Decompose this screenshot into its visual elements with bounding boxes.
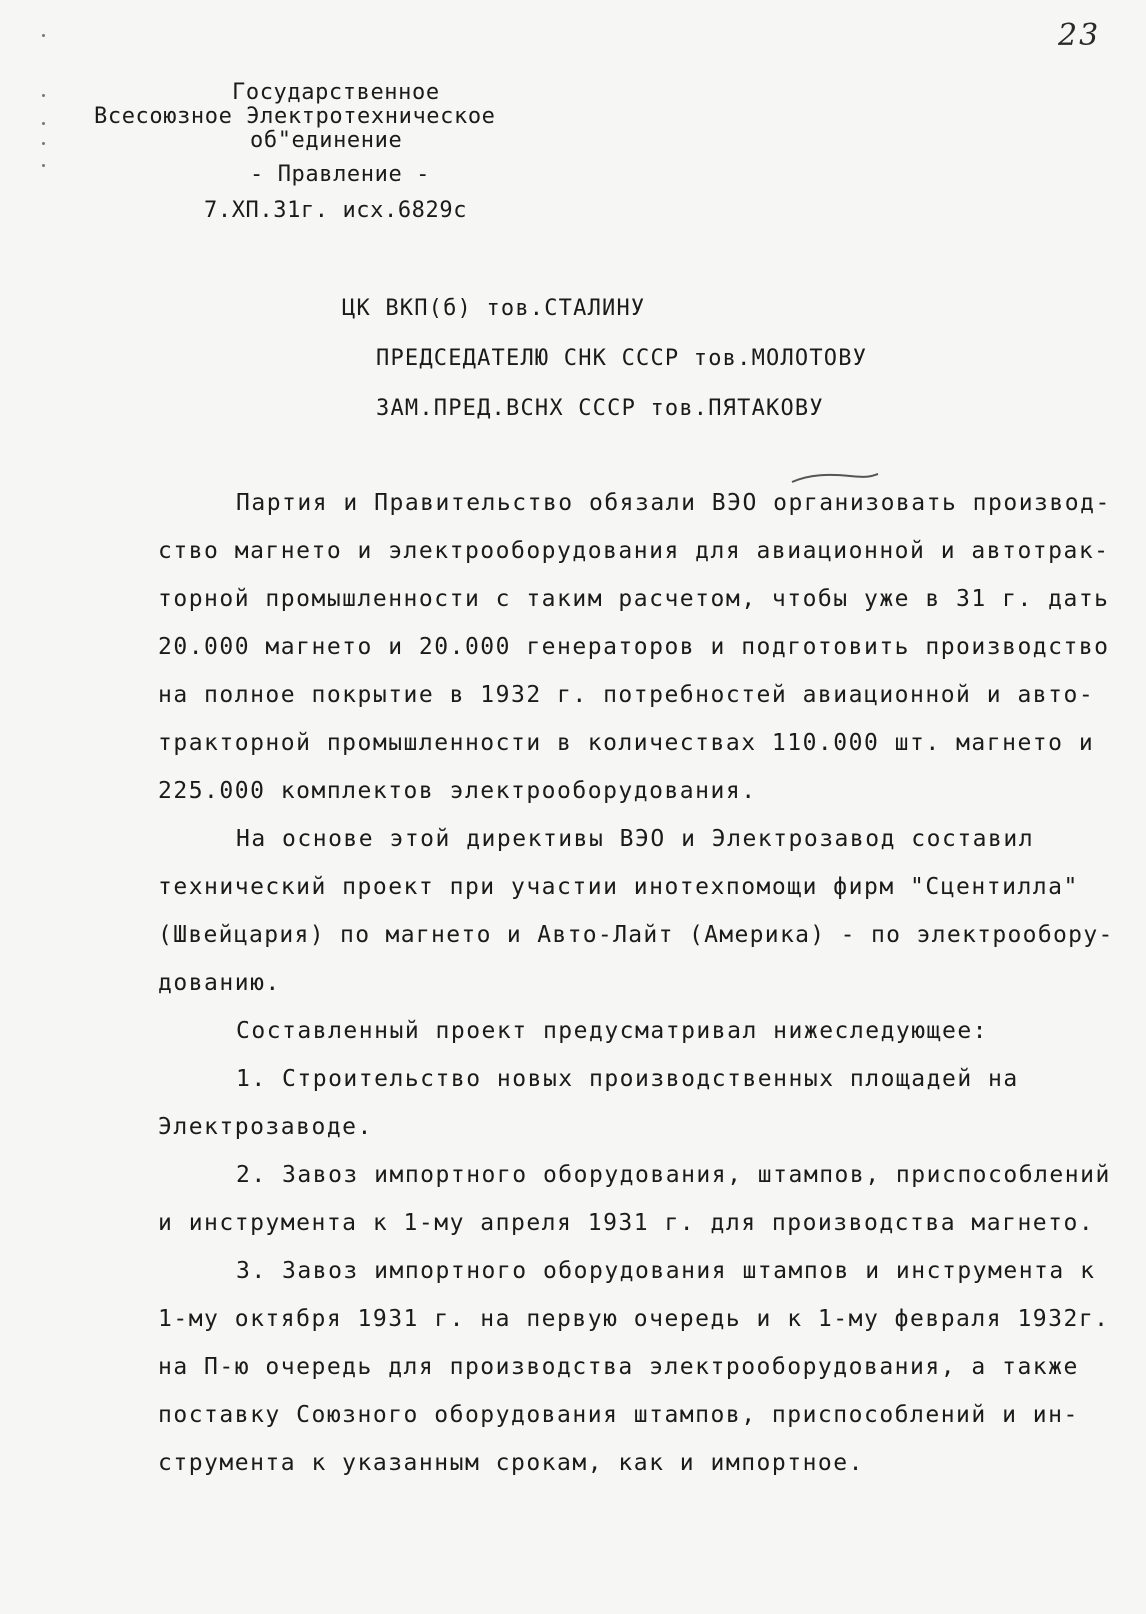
margin-punch-marks [36,28,50,188]
body-line: тракторной промышленности в количествах 110.000 шт. магнето и [158,730,1095,756]
body-line: 1-му октября 1931 г. на первую очередь и к 1-му февраля 1932г. [158,1306,1110,1332]
body-line: Партия и Правительство обязали ВЭО организовать производ- [236,490,1111,516]
addressee-line: ПРЕДСЕДАТЕЛЮ СНК СССР тов.МОЛОТОВУ [376,346,868,371]
body-line: и инструмента к 1-му апреля 1931 г. для производства магнето. [158,1210,1095,1236]
body-line: 225.000 комплектов электрооборудования. [158,778,757,804]
body-line: Составленный проект предусматривал нижеследующее: [236,1018,989,1044]
body-line: торной промышленности с таким расчетом, чтобы уже в 31 г. дать [158,586,1110,612]
body-line: дованию. [158,970,281,996]
body-line: (Швейцария) по магнето и Авто-Лайт (Америка) - по электрообору- [158,922,1114,948]
body-line: На основе этой директивы ВЭО и Электрозавод составил [236,826,1035,852]
body-line: ство магнето и электрооборудования для авиационной и автотрак- [158,538,1110,564]
letterhead-organization-line-2: Всесоюзное Электротехническое [94,104,496,129]
handwritten-page-number: 23 [1058,18,1101,53]
pen-stroke-mark [790,470,880,486]
body-line: 3. Завоз импортного оборудования штампов и инструмента к [236,1258,1096,1284]
body-line: на П-ю очередь для производства электрооборудования, а также [158,1354,1079,1380]
letterhead-organization-line-1: Государственное [232,80,440,105]
addressee-line: ЗАМ.ПРЕД.ВСНХ СССР тов.ПЯТАКОВУ [376,396,824,421]
body-line: 1. Строительство новых производственных площадей на [236,1066,1019,1092]
addressee-line: ЦК ВКП(б) тов.СТАЛИНУ [342,296,646,321]
body-line: Электрозаводе. [158,1114,373,1140]
body-line: поставку Союзного оборудования штампов, приспособлений и ин- [158,1402,1079,1428]
body-line: на полное покрытие в 1932 г. потребностей авиационной и авто- [158,682,1095,708]
body-line: 2. Завоз импортного оборудования, штампов, приспособлений [236,1162,1111,1188]
body-line: струмента к указанным срокам, как и импортное. [158,1450,864,1476]
letterhead-organization-line-3: об"единение [250,128,403,153]
letterhead-department: - Правление - [250,162,430,187]
body-line: 20.000 магнето и 20.000 генераторов и подготовить производство [158,634,1110,660]
letterhead-date-and-reference: 7.ХП.31г. исх.6829с [204,198,468,223]
body-line: технический проект при участии инотехпомощи фирм "Сцентилла" [158,874,1079,900]
